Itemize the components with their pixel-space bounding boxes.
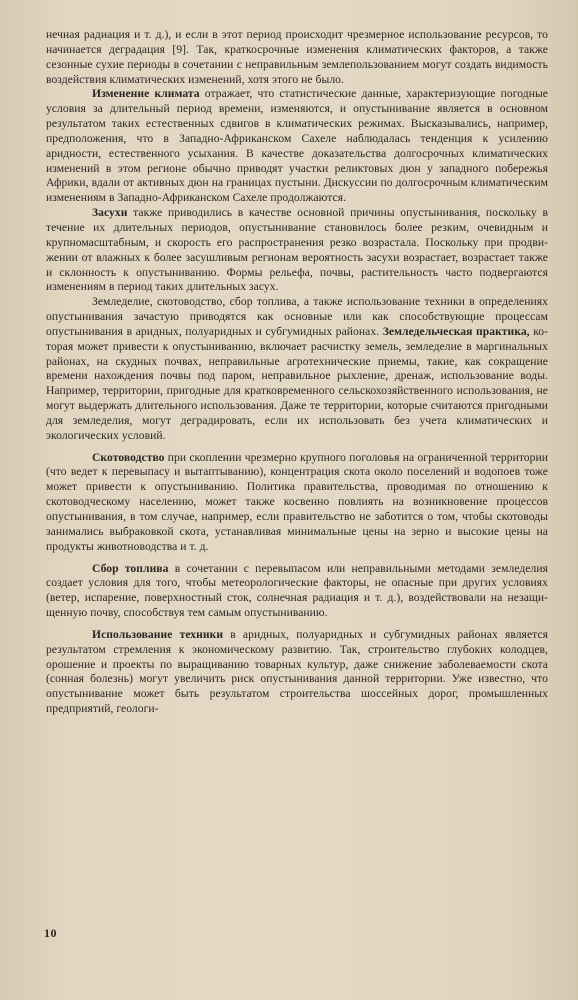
paragraph-fuel-collection xyxy=(46,562,548,621)
paragraph-text: при скоплении чрезмерно крупного поголовья на ограниченной территории (что ведет к перевыпасу и вытаптыванию), концентрация скота около поселений и водопоев тоже может привести к опустыниванию. Политика правительства, проводимая по отношению к скотоводческому населению, может также косвенно повлиять на возникновение процессов опустынивания, в том случае, например, если правительство не заботится о том, чтобы скотоводы занимались выбраковкой скота, устанавливая минимальные цены на зерно и высокие цены на продукты животноводства и т. д. xyxy=(46,450,548,553)
term-fuel-collection: Сбор топлива xyxy=(92,561,169,575)
paragraph-droughts xyxy=(46,206,548,295)
paragraph-climate-change xyxy=(46,87,548,206)
paragraph-text: также приводились в качестве основной причины опустынивания, поскольку в течение их длительных периодов, опустынивание становилось более резким, очевидным и крупномасштабным, и скорость его распространения резко возрастала. Поскольку при продвижении от влажных к более засушливым регионам вероятность засухи возрастает, возрастает также и склонность к опустыниванию. Формы рельефа, почвы, растительность часто подвергаются изменениям в период таких длительных засух. xyxy=(46,206,548,294)
paragraph-text: в аридных, полуаридных и субгумидных районах является результатом стремления к экономическому развитию. Так, строительство глубоких колодцев, орошение и проекты по выращиванию товарных культур, даже снижение заболеваемости скота (сонная болезнь) могут увеличить риск опустынивания данной территории. Уже известно, что опустынивание может быть результатом строительства шоссейных дорог, промышленных предприятий, геологи- xyxy=(46,627,548,716)
body-text xyxy=(46,28,548,717)
paragraph-continuation xyxy=(46,28,548,87)
paragraph-text: нечная радиация и т. д.), и если в этот период происходит чрезмерное использование ресурсов, то начинается деградация [9]. Так, краткосрочные изменения климатических факторов, а также сезонные сухие периоды в сочетании с неправильным землепользованием могут создать видимость воздействия климатических изменений, хотя этого не было. xyxy=(46,28,548,86)
paragraph-livestock xyxy=(46,451,548,555)
term-climate-change: Изменение климата xyxy=(92,87,200,101)
term-technology-use: Использование техники xyxy=(92,627,224,641)
paragraph-text: Земледелие, скотоводство, сбор топлива, а также использование техники в определениях опустынивания зачастую приводятся как основные или как способствующие процессам опустынивания в аридных, полуаридных и субгумидных районах. xyxy=(46,295,548,338)
paragraph-agriculture xyxy=(46,295,548,443)
term-droughts: Засухи xyxy=(92,206,128,220)
term-agricultural-practice: Земледельческая практика, xyxy=(382,324,530,338)
term-livestock: Скотоводство xyxy=(92,450,165,464)
paragraph-text: в сочетании с перевыпасом или неправильными методами земледелия создает условия для того, чтобы метеорологические факторы, не опасные при других условиях (ветер, испарение, поверхностный сток, солнечная радиация и т. д.), воздействовали на незащищенную почву, способствуя тем самым опустыниванию. xyxy=(46,561,548,620)
page-number: 10 xyxy=(44,926,57,940)
paragraph-technology xyxy=(46,628,548,717)
paragraph-text-continued: которая может привести к опустыниванию, включает расчистку земель, земледелие в маргинальных районах, на скудных почвах, неправильные агротехнические приемы, такие, как сокращение времени нахождения почвы под паром, неправильное рыхление, дренаж, использование воды. Например, территории, пригодные для кратковременного сельскохозяйственного использования, не могут выдержать длительного использования. Даже те территории, которые считаются пригодными для земледелия, могут деградировать, если их использовать без учета климатических и экологических условий. xyxy=(46,324,549,442)
paragraph-text: отражает, что статистические данные, характеризующие погодные условия за длительный период времени, изменяются, и опустынивание является в основном результатом таких естественных сдвигов в климатических режимах. Высказывались, например, предположения, что в Западно-Африканском Сахеле наблюдалась тенденция к усилению аридности, естественного усыхания. В качестве доказательства долгосрочных климатических изменений в этом регионе обычно приводят участки реликтовых дюн у западного побережья Африки, вдали от активных дюн на границах пустыни. Дискуссии по долгосрочным климатическим изменениям в Западно-Африканском Сахеле продолжаются. xyxy=(46,87,548,205)
